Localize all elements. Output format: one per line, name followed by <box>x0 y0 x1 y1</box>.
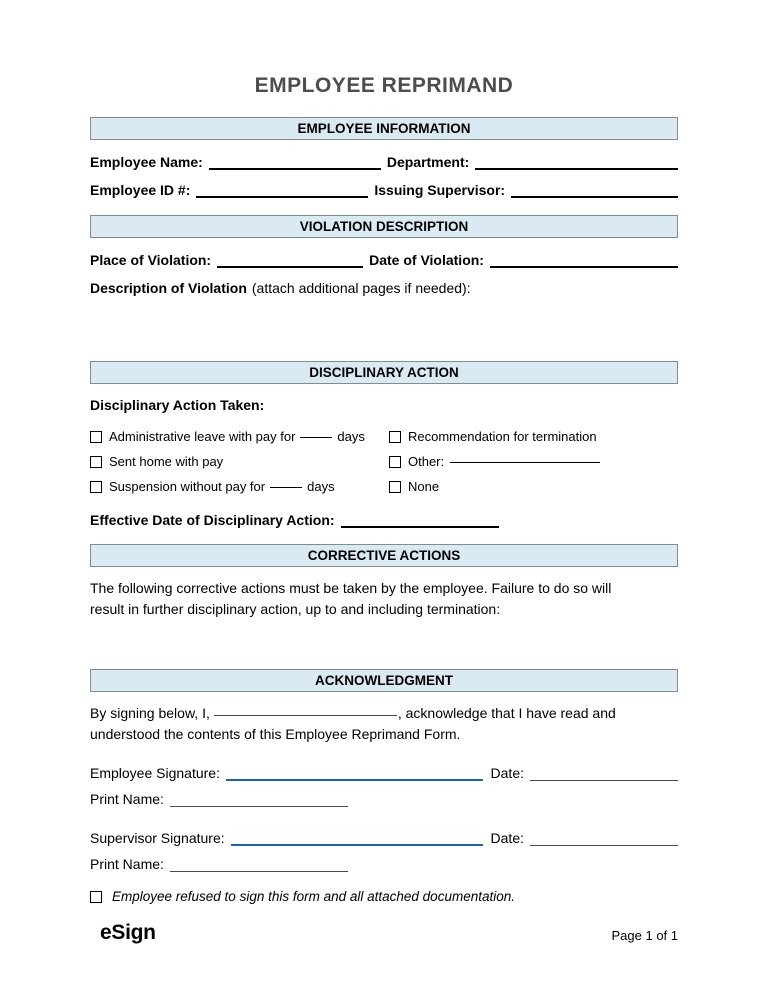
employee-signature-label: Employee Signature: <box>90 765 220 781</box>
other-field[interactable] <box>450 459 600 463</box>
refused-to-sign-label: Employee refused to sign this form and all attached documentation. <box>112 889 515 904</box>
checkbox-recommendation-termination[interactable] <box>389 431 401 443</box>
option-label: None <box>408 479 440 494</box>
corrective-actions-paragraph: The following corrective actions must be taken by the employee. Failure to do so will result in further disciplinary action, up to and including termination: <box>90 580 612 617</box>
employee-name-field[interactable] <box>209 165 381 170</box>
checkbox-administrative-leave[interactable] <box>90 431 102 443</box>
page-footer <box>90 921 678 945</box>
disciplinary-options-row-1 <box>90 428 678 445</box>
option-sent-home[interactable] <box>90 453 389 470</box>
department-label: Department: <box>386 154 470 170</box>
effective-date-field[interactable] <box>341 523 499 528</box>
section-header-disciplinary-action <box>90 361 678 384</box>
place-of-violation-field[interactable] <box>217 263 363 268</box>
refused-to-sign-row[interactable] <box>90 888 678 905</box>
employee-signature-row <box>90 764 678 783</box>
supervisor-date-field[interactable] <box>530 841 678 846</box>
department-field[interactable] <box>475 165 678 170</box>
description-of-violation-note: (attach additional pages if needed): <box>251 280 471 296</box>
disciplinary-action-taken-row <box>90 396 678 415</box>
section-header-acknowledgment <box>90 669 678 692</box>
employee-name-label: Employee Name: <box>90 154 203 170</box>
section-header-corrective-actions <box>90 544 678 567</box>
acknowledged-name-field[interactable] <box>214 712 397 716</box>
employee-print-name-row <box>90 790 678 809</box>
supervisor-date-label: Date: <box>490 830 524 846</box>
employee-id-label: Employee ID #: <box>90 182 191 198</box>
option-label: Recommendation for termination <box>408 429 597 444</box>
supervisor-signature-label: Supervisor Signature: <box>90 830 225 846</box>
checkbox-suspension[interactable] <box>90 481 102 493</box>
checkbox-none[interactable] <box>389 481 401 493</box>
violation-row-1 <box>90 251 678 270</box>
violation-description-field[interactable] <box>90 307 678 361</box>
issuing-supervisor-field[interactable] <box>511 193 678 198</box>
section-header-violation-description <box>90 215 678 238</box>
option-none[interactable] <box>389 478 678 495</box>
disciplinary-action-taken-label: Disciplinary Action Taken: <box>90 397 265 413</box>
administrative-leave-days-field[interactable] <box>300 434 332 438</box>
page-number: Page 1 of 1 <box>611 927 678 943</box>
section-header-label: ACKNOWLEDGMENT <box>315 673 453 688</box>
supervisor-signature-field[interactable] <box>231 841 483 846</box>
employee-print-name-label: Print Name: <box>90 791 164 807</box>
violation-description-row <box>90 279 678 298</box>
option-label-suffix: days <box>307 479 335 494</box>
option-other[interactable] <box>389 453 678 470</box>
employee-id-field[interactable] <box>196 193 368 198</box>
acknowledgment-intro-pre: By signing below, I, <box>90 705 210 721</box>
option-label: Other: <box>408 454 445 469</box>
disciplinary-options-row-3 <box>90 478 678 495</box>
employee-print-name-field[interactable] <box>170 802 348 807</box>
section-header-employee-information <box>90 117 678 140</box>
checkbox-sent-home[interactable] <box>90 456 102 468</box>
option-label-suffix: days <box>337 429 365 444</box>
option-suspension[interactable] <box>90 478 389 495</box>
supervisor-print-name-label: Print Name: <box>90 856 164 872</box>
section-header-label: EMPLOYEE INFORMATION <box>297 121 471 136</box>
issuing-supervisor-label: Issuing Supervisor: <box>374 182 506 198</box>
option-administrative-leave[interactable] <box>90 428 389 445</box>
supervisor-print-name-row <box>90 855 678 874</box>
supervisor-print-name-field[interactable] <box>170 867 348 872</box>
employee-date-field[interactable] <box>530 776 678 781</box>
date-of-violation-label: Date of Violation: <box>369 252 484 268</box>
esign-logo: eSign <box>100 921 156 944</box>
section-header-label: DISCIPLINARY ACTION <box>309 365 459 380</box>
acknowledgment-paragraph <box>90 703 678 745</box>
date-of-violation-field[interactable] <box>490 263 678 268</box>
page-title: EMPLOYEE REPRIMAND <box>254 74 514 97</box>
option-label: Sent home with pay <box>109 454 224 469</box>
checkbox-refused-to-sign[interactable] <box>90 891 102 903</box>
acknowledgment-intro-post: , acknowledge that I have read and understood the contents of this Employee Reprimand Form. <box>90 705 616 742</box>
section-header-label: VIOLATION DESCRIPTION <box>299 219 469 234</box>
place-of-violation-label: Place of Violation: <box>90 252 212 268</box>
description-of-violation-label: Description of Violation <box>90 280 247 296</box>
supervisor-signature-row <box>90 829 678 848</box>
option-label: Administrative leave with pay for <box>109 429 296 444</box>
disciplinary-options-row-2 <box>90 453 678 470</box>
effective-date-row <box>90 511 678 530</box>
suspension-days-field[interactable] <box>270 484 302 488</box>
section-header-label: CORRECTIVE ACTIONS <box>307 548 461 563</box>
employee-info-row-2 <box>90 181 678 200</box>
option-label: Suspension without pay for <box>109 479 266 494</box>
checkbox-other[interactable] <box>389 456 401 468</box>
employee-info-row-1 <box>90 153 678 172</box>
option-recommendation-termination[interactable] <box>389 428 678 445</box>
employee-date-label: Date: <box>490 765 524 781</box>
employee-signature-field[interactable] <box>226 776 483 781</box>
effective-date-label: Effective Date of Disciplinary Action: <box>90 512 335 528</box>
